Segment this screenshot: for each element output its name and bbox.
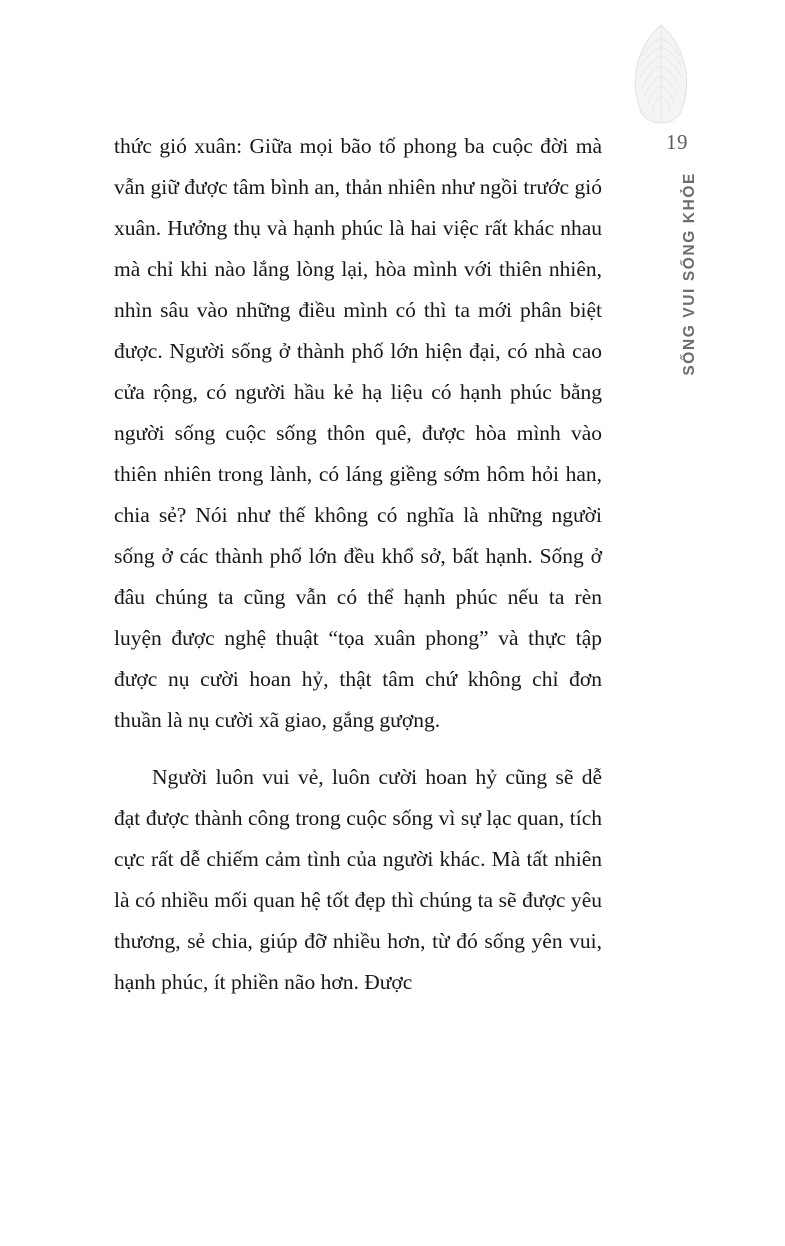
leaf-skeleton-icon (615, 22, 707, 130)
paragraph: thức gió xuân: Giữa mọi bão tố phong ba cuộc đời mà vẫn giữ được tâm bình an, thản nhiên như ngồi trước gió xuân. Hưởng thụ và hạnh phúc là hai việc rất khác nhau mà chỉ khi nào lắng lòng lại, hòa mình với thiên nhiên, nhìn sâu vào những điều mình có thì ta mới phân biệt được. Người sống ở thành phố lớn hiện đại, có nhà cao cửa rộng, có người hầu kẻ hạ liệu có hạnh phúc bằng người sống cuộc sống thôn quê, được hòa mình vào thiên nhiên trong lành, có láng giềng sớm hôm hỏi han, chia sẻ? Nói như thế không có nghĩa là những người sống ở các thành phố lớn đều khổ sở, bất hạnh. Sống ở đâu chúng ta cũng vẫn có thể hạnh phúc nếu ta rèn luyện được nghệ thuật “tọa xuân phong” và thực tập được nụ cười hoan hỷ, thật tâm chứ không chỉ đơn thuần là nụ cười xã giao, gắng gượng. (114, 134, 602, 732)
page-number: 19 (666, 130, 688, 154)
paragraph: Người luôn vui vẻ, luôn cười hoan hỷ cũng sẽ dễ đạt được thành công trong cuộc sống vì sự lạc quan, tích cực rất dễ chiếm cảm tình của người khác. Mà tất nhiên là có nhiều mối quan hệ tốt đẹp thì chúng ta sẽ được yêu thương, sẻ chia, giúp đỡ nhiều hơn, từ đó sống yên vui, hạnh phúc, ít phiền não hơn. Được (114, 765, 602, 994)
body-text-column (114, 126, 602, 1003)
running-head: SỐNG VUI SỐNG KHỎE (681, 172, 698, 376)
